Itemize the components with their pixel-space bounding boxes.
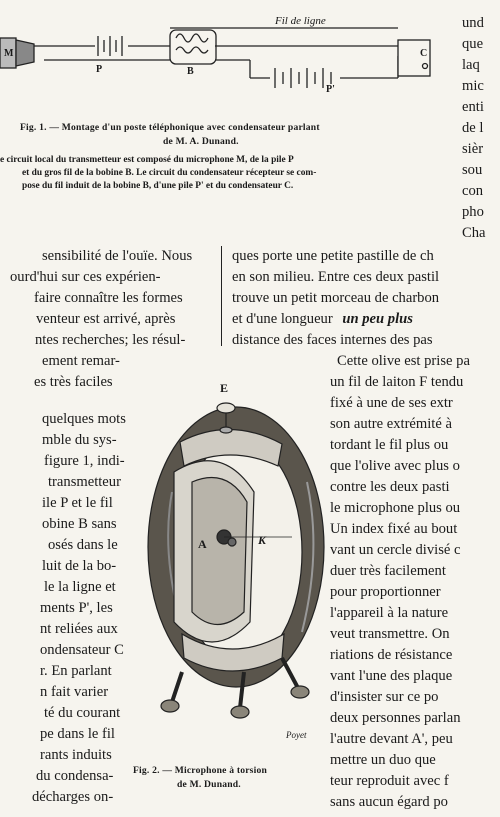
figure-2-illustration (132, 372, 328, 752)
text-line: fixé à une de ses extr (330, 395, 453, 411)
text-line: transmetteur (48, 474, 121, 490)
text-line: n fait varier (40, 684, 109, 700)
figure-1-note-line-2: et du gros fil de la bobine B. Le circuit du condensateur récepteur se com- (22, 168, 317, 178)
text-line: ile P et le fil (42, 495, 113, 511)
text-line: venteur est arrivé, après (36, 311, 176, 327)
text-line: sensibilité de l'ouïe. Nous (42, 248, 193, 264)
figure-1-note-line-3: pose du fil induit de la bobine B, d'une pile P' et du condensateur C. (22, 181, 294, 191)
text-line: faire connaître les formes (34, 290, 183, 306)
text-line: Un index fixé au bout (330, 521, 458, 537)
text-line: tordant le fil plus ou (330, 437, 449, 453)
label-b: B (187, 66, 194, 77)
text-line: es très faciles (34, 374, 113, 390)
text-line: laq (462, 57, 480, 73)
text-line: d'insister sur ce po (330, 689, 439, 705)
text-line: l'appareil à la nature (330, 605, 449, 621)
label-c: C (420, 48, 428, 59)
label-k: K (258, 533, 267, 547)
text-line: contre les deux pasti (330, 479, 450, 495)
text-line: mettre un duo que (330, 752, 436, 768)
text-line: Cette olive est prise pa (337, 353, 470, 369)
text-line: luit de la bo- (42, 558, 117, 574)
text-line: riations de résistance (330, 647, 453, 663)
text-line: en son milieu. Entre ces deux pastil (232, 269, 440, 285)
text-line: obine B sans (42, 516, 117, 532)
text-line: sou (462, 162, 483, 178)
text-line: ques porte une petite pastille de ch (232, 248, 434, 264)
text-line: vant un cercle divisé c (330, 542, 461, 558)
text-line: trouve un petit morceau de charbon (232, 290, 440, 306)
figure-1-caption-line-2: de M. A. Dunand. (163, 136, 239, 147)
figure-1-diagram (0, 0, 450, 95)
text-line: du condensa- (36, 768, 114, 784)
label-fil-de-ligne: Fil de ligne (275, 15, 326, 27)
text-line: mble du sys- (42, 432, 117, 448)
figure-1-caption-line-1: Fig. 1. — Montage d'un poste téléphonique avec condensateur parlant (20, 122, 320, 133)
label-e: E (220, 381, 229, 395)
label-a: A (198, 537, 207, 551)
text-line: sièr (462, 141, 484, 157)
text-line (232, 312, 413, 327)
text-line: que (462, 36, 484, 52)
text-line: le la ligne et (44, 579, 116, 595)
text-line: osés dans le (48, 537, 118, 553)
text-line: ntes recherches; les résul- (35, 332, 186, 348)
text-line: un fil de laiton F tendu (330, 374, 464, 390)
text-line: teur reproduit avec f (330, 773, 449, 789)
figure-2-caption-line-2: de M. Dunand. (177, 779, 241, 790)
text-line: que l'olive avec plus o (330, 458, 460, 474)
text-line: l'autre devant A', peu (330, 731, 453, 747)
text-line: té du courant (44, 705, 121, 721)
italic-span: un peu plus (342, 311, 413, 327)
text-line: duer très facilement (330, 563, 446, 579)
text-line: son autre extrémité à (330, 416, 452, 432)
text-line: distance des faces internes des pas (232, 332, 433, 348)
text-line: enti (462, 99, 484, 115)
text-line: pour proportionner (330, 584, 441, 600)
text-line: pho (462, 204, 484, 220)
text-line: rants induits (40, 747, 112, 763)
text-line: le microphone plus ou (330, 500, 461, 516)
text-line: sans aucun égard po (330, 794, 448, 810)
text-line: ement remar- (42, 353, 120, 369)
text-line: deux personnes parlan (330, 710, 461, 726)
engraver-signature: Poyet (286, 730, 307, 740)
text-line: décharges on- (32, 789, 114, 805)
text-line: und (462, 15, 484, 31)
text-line: mic (462, 78, 484, 94)
text-line: veut transmettre. On (330, 626, 450, 642)
figure-2-caption-line-1: Fig. 2. — Microphone à torsion (133, 765, 268, 776)
text-span: et d'une longueur (232, 311, 333, 327)
text-line: Cha (462, 225, 486, 241)
text-line: con (462, 183, 484, 199)
text-line: ondensateur C (40, 642, 124, 658)
text-line: pe dans le fil (40, 726, 115, 742)
text-line: figure 1, indi- (44, 453, 125, 469)
column-divider (221, 246, 222, 346)
text-line: r. En parlant (40, 663, 112, 679)
label-p-prime: P' (326, 84, 335, 95)
label-p: P (96, 64, 103, 75)
text-line: ments P', les (40, 600, 113, 616)
text-line: vant l'une des plaque (330, 668, 453, 684)
label-m: M (4, 48, 14, 59)
text-line: ourd'hui sur ces expérien- (10, 269, 161, 285)
text-line: quelques mots (42, 411, 126, 427)
figure-1-note-line-1: e circuit local du transmetteur est composé du microphone M, de la pile P (0, 155, 294, 165)
text-line: nt reliées aux (40, 621, 118, 637)
text-line: de l (462, 120, 484, 136)
